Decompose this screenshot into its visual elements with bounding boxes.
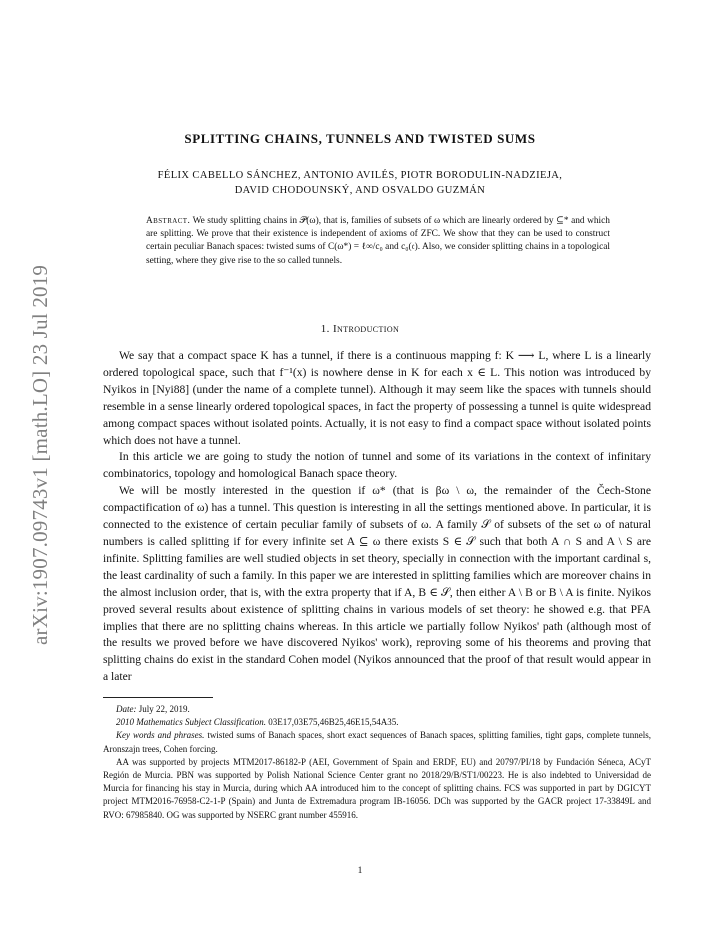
arxiv-identifier-stamp xyxy=(8,215,52,645)
footnote-keywords xyxy=(103,729,651,755)
abstract-text: We study splitting chains in 𝒫(ω), that is, families of subsets of ω which are linearly ordered by ⊆* and which are splitting. We prove that their existence is independent of axioms of ZFC. We show that they can be used to construct certain peculiar Banach spaces: twisted sums of C(ω*) = ℓ∞/c₀ and c₀(𝔠). Also, we consider splitting chains in a topological setting, where they give rise to the so called tunnels. xyxy=(146,216,610,266)
footnote-divider xyxy=(103,697,213,698)
paragraph-3: We will be mostly interested in the question if ω* (that is βω \ ω, the remainder of the Čech-Stone compactification of ω) has a tunnel. This question is interesting in all the settings mentioned above. In particular, it is connected to the existence of certain peculiar family of subsets of ω. A family 𝒮 of subsets of the set ω of natural numbers is called splitting if for every infinite set A ⊆ ω there exists S ∈ 𝒮 such that both A ∩ S and A \ S are infinite. Splitting families are well studied objects in set theory, specially in connection with the important cardinal s, the least cardinality of such a family. In this paper we are interested in splitting families which are moreover chains in the almost inclusion order, that is, with the extra property that if A, B ∈ 𝒮, then either A \ B or B \ A is finite. Nyikos proved several results about existence of splitting chains in various models of set theory: he showed e.g. that PFA implies that there are no splitting chains whereas. In this article we partially follow Nyikos' path (although most of the results we proved before we have discovered Nyikos' work), reproving some of his theorems and proving that splitting chains do exist in the standard Cohen model (Nyikos announced that the proof of that result would appear in a later xyxy=(103,484,651,684)
footnote-date xyxy=(103,703,651,716)
author-line-1: FÉLIX CABELLO SÁNCHEZ, ANTONIO AVILÉS, PIOTR BORODULIN-NADZIEJA, xyxy=(157,170,563,181)
paper-title: SPLITTING CHAINS, TUNNELS AND TWISTED SUMS xyxy=(184,131,536,146)
paragraph-2: In this article we are going to study the notion of tunnel and some of its variations in the context of infinitary combinatorics, topology and homological Banach space theory. xyxy=(103,450,651,481)
keywords-value: twisted sums of Banach spaces, short exact sequences of Banach spaces, splitting families, tight gaps, complete tunnels, Aronszajn trees, Cohen forcing. xyxy=(103,730,651,754)
arxiv-stamp-text: arXiv:1907.09743v1 [math.LO] 23 Jul 2019 xyxy=(28,264,52,645)
keywords-label: Key words and phrases. xyxy=(116,730,205,741)
author-list xyxy=(0,168,720,198)
paragraph-1: We say that a compact space K has a tunnel, if there is a continuous mapping f: K ⟶ L, where L is a linearly ordered topological space, such that f⁻¹(x) is nowhere dense in K for each x ∈ L. This notion was introduced by Nyikos in [Nyi88] (under the name of a complete tunnel). Although it may seem like the spaces with tunnels should resemble in a sense linearly ordered topological spaces, in fact the property of possessing a tunnel is quite widespread among compact spaces without isolated points. Actually, it is not easy to find a compact space without isolated points which does not have a tunnel. xyxy=(103,349,651,447)
date-label: Date: xyxy=(116,704,137,714)
msc-value: 03E17,03E75,46B25,46E15,54A35. xyxy=(268,717,399,728)
date-value: July 22, 2019. xyxy=(138,704,190,714)
footnote-funding: AA was supported by projects MTM2017-86182-P (AEI, Government of Spain and ERDF, EU) and 20797/PI/18 by Fundación Séneca, ACyT Región de Murcia. PBN was supported by Polish National Science Center grant no 2018/29/B/ST1/00223. He is also indebted to Universidad de Murcia for financing his stay in Murcia, during which AA introduced him to the concept of splitting chains. FCS was supported in part by DGICYT project MTM2016-76958-C2-1-P (Spain) and Junta de Extremadura program IB-16056. DCh was supported by the GACR project 17-33849L and RVO: 67985840. OG was supported by NSERC grant number 455916. xyxy=(103,756,651,820)
msc-label: 2010 Mathematics Subject Classification. xyxy=(116,717,266,728)
footnote-msc xyxy=(103,716,651,729)
footnotes xyxy=(103,703,651,822)
section-number: 1. xyxy=(320,323,330,335)
abstract xyxy=(146,215,610,268)
section-title: Introduction xyxy=(332,323,400,335)
abstract-heading: Abstract. xyxy=(146,216,191,226)
author-line-2: DAVID CHODOUNSKÝ, AND OSVALDO GUZMÁN xyxy=(234,185,486,196)
page-number: 1 xyxy=(357,866,363,876)
body-text xyxy=(103,348,651,686)
section-heading xyxy=(0,323,720,335)
